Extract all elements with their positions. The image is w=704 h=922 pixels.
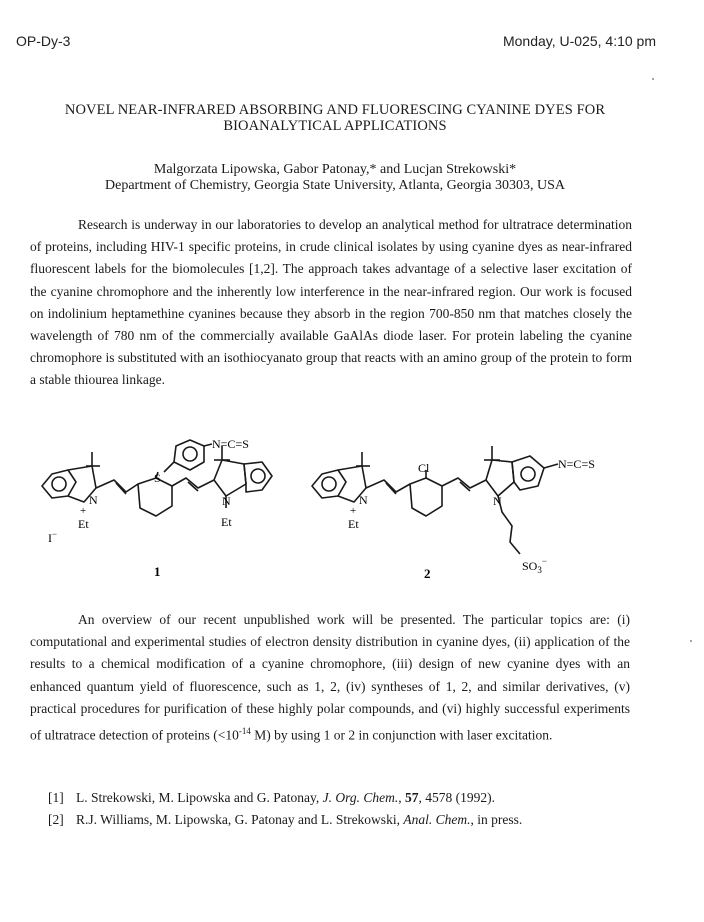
- compound-1-sulfur-label: S: [154, 471, 161, 485]
- compound-2-structure: [312, 446, 558, 554]
- compound-1-iodide: I−: [48, 529, 58, 545]
- reference-number: [1]: [48, 790, 64, 805]
- scan-speck: [690, 640, 692, 642]
- compound-2-n-right: N: [493, 494, 502, 508]
- reference-volume: 57: [404, 790, 419, 805]
- overview-text: An overview of our recent unpublished work will be presented. The particular topics are: (i) computational and experimental studies of electron density distribution in cyanine dyes, (ii) application of the results to a chemical modification of a cyanine chromophore, (iii) design of new cyanine dyes with an enhanced quantum yield of fluorescence, such as 1, 2, (iv) syntheses of 1, 2, and similar derivatives, (v) practical procedures for purification of these highly polar compounds, and (vi) highly successful experiments of ultratrace detection of proteins (<10: [30, 612, 630, 743]
- compound-1-n-left: N: [89, 493, 98, 507]
- compound-1-plus: +: [80, 505, 87, 517]
- compound-2-chloro-label: Cl: [418, 461, 430, 475]
- compound-2-n-left: N: [359, 493, 368, 507]
- overview-superscript: -14: [238, 726, 251, 737]
- reference-journal: Anal. Chem.: [403, 812, 471, 827]
- reference-authors: L. Strekowski, M. Lipowska and G. Patonay,: [76, 790, 323, 805]
- compound-1-et-left: Et: [78, 517, 89, 531]
- overview-paragraph: [30, 609, 630, 747]
- compound-2-so3-label: $SO_3^-$: [522, 556, 547, 575]
- compound-1-number: 1: [154, 564, 161, 579]
- reference-rest: , in press.: [470, 812, 523, 827]
- paper-title: [0, 102, 670, 134]
- compound-2-number: 2: [424, 566, 431, 581]
- title-line-2: BIOANALYTICAL APPLICATIONS: [223, 118, 447, 134]
- compound-1-et-right: Et: [221, 515, 232, 529]
- session-code: OP-Dy-3: [16, 33, 71, 49]
- affiliation: Department of Chemistry, Georgia State University, Atlanta, Georgia 30303, USA: [105, 178, 565, 193]
- author-block: [0, 162, 670, 194]
- reference-rest: , 4578 (1992).: [418, 790, 495, 805]
- scan-speck: [652, 78, 654, 80]
- chemical-structures-figure: [26, 432, 646, 592]
- reference-separator: ,: [398, 790, 405, 805]
- compound-1-n-right: N: [222, 494, 231, 508]
- reference-item: [48, 787, 648, 809]
- compound-2-ncs-label: N=C=S: [558, 457, 595, 471]
- reference-list: [48, 787, 648, 831]
- session-time: Monday, U-025, 4:10 pm: [502, 33, 656, 49]
- compound-1-ncs-label: N=C=S: [212, 437, 249, 451]
- reference-authors: R.J. Williams, M. Lipowska, G. Patonay and L. Strekowski,: [76, 812, 404, 827]
- compound-2-et-left: Et: [348, 517, 359, 531]
- reference-number: [2]: [48, 812, 64, 827]
- reference-item: [48, 809, 648, 831]
- overview-text-end: M) by using 1 or 2 in conjunction with laser excitation.: [250, 727, 553, 743]
- compound-2-plus: +: [350, 505, 357, 517]
- reference-journal: J. Org. Chem.: [322, 790, 399, 805]
- author-names: Malgorzata Lipowska, Gabor Patonay,* and Lucjan Strekowski*: [153, 162, 517, 177]
- title-line-1: NOVEL NEAR-INFRARED ABSORBING AND FLUORESCING CYANINE DYES FOR: [64, 102, 606, 118]
- abstract-text: Research is underway in our laboratories to develop an analytical method for ultratrace determination of proteins, including HIV-1 specific proteins, in crude clinical isolates by using cyanine dyes as near-infrared fluorescent labels for the biomolecules [1,2]. The approach takes advantage of a selective laser excitation of the cyanine chromophore and the inherently low interference in the near-infrared region. Our work is focused on indolinium heptamethine cyanines because they absorb in the region 700-850 nm that matches closely the wavelength of 780 nm of the commercially available GaAlAs diode laser. For protein labeling the cyanine chromophore is substituted with an isothiocyanato group that reacts with an amino group of the protein to form a stable thiourea linkage.: [30, 217, 632, 388]
- abstract-paragraph: [30, 214, 632, 392]
